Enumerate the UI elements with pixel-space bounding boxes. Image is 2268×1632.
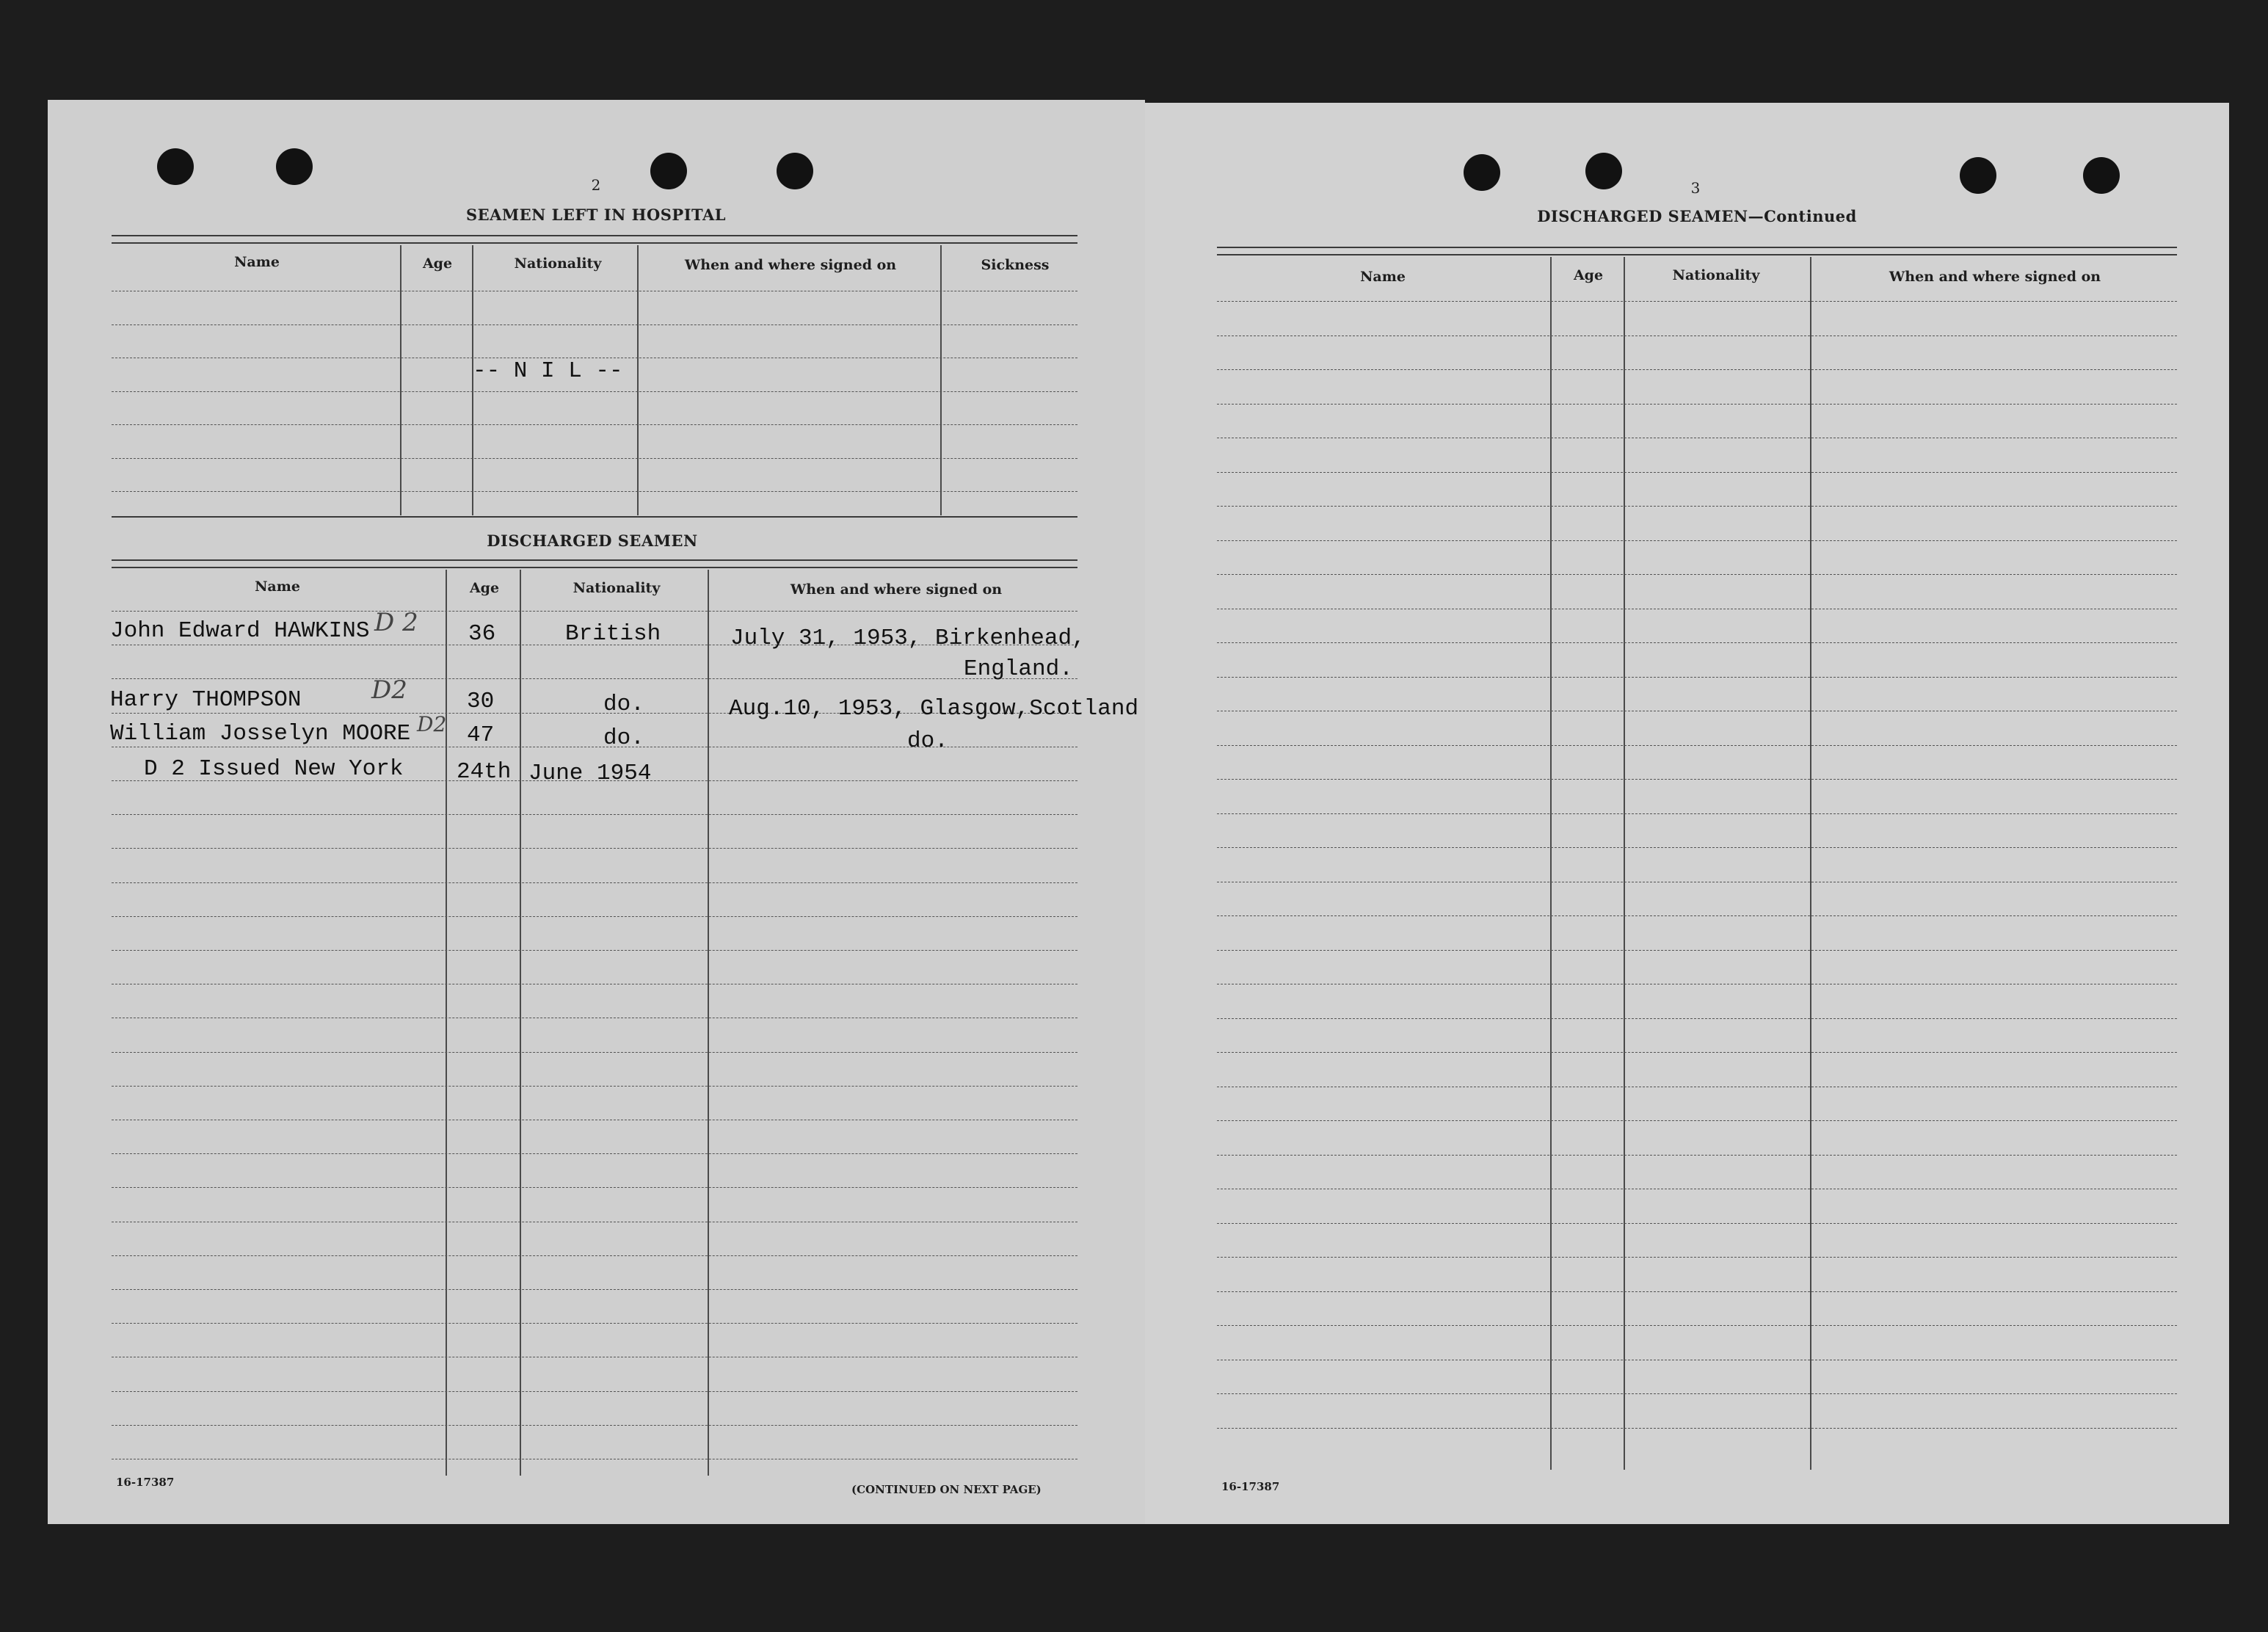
seaman-signed-on: July 31, 1953, Birkenhead, bbox=[730, 625, 1086, 651]
table-top-rule bbox=[112, 235, 1077, 236]
form-number: 16-17387 bbox=[1221, 1480, 1280, 1493]
nil-entry: -- N I L -- bbox=[473, 358, 623, 384]
column-header-name: Name bbox=[234, 254, 280, 270]
hospital-section-title: SEAMEN LEFT IN HOSPITAL bbox=[465, 206, 727, 224]
ruled-line bbox=[1217, 1155, 2177, 1156]
ruled-line bbox=[112, 1153, 1077, 1154]
ruled-line bbox=[112, 1425, 1077, 1426]
ruled-line bbox=[112, 1086, 1077, 1087]
table-top-rule bbox=[112, 242, 1077, 244]
seaman-nationality: British bbox=[565, 621, 661, 647]
column-header-age: Age bbox=[469, 580, 500, 596]
seaman-signed-on-line2: England. bbox=[964, 656, 1073, 682]
punch-hole bbox=[650, 153, 687, 189]
ruled-line bbox=[1217, 847, 2177, 848]
column-divider bbox=[520, 570, 521, 1476]
column-header-name: Name bbox=[1360, 269, 1406, 285]
issuance-note: D 2 Issued New York bbox=[144, 756, 404, 782]
ruled-line bbox=[1217, 915, 2177, 916]
seaman-age: 47 bbox=[467, 722, 495, 748]
ruled-line bbox=[112, 1323, 1077, 1324]
column-divider bbox=[708, 570, 709, 1476]
ruled-line bbox=[112, 916, 1077, 917]
discharged-continued-title: DISCHARGED SEAMEN—Continued bbox=[1537, 207, 1857, 225]
ruled-line bbox=[1217, 1428, 2177, 1429]
discharged-section-title: DISCHARGED SEAMEN bbox=[487, 532, 698, 550]
punch-hole bbox=[2083, 157, 2120, 194]
ruled-line bbox=[112, 611, 1077, 612]
column-header-nationality: Nationality bbox=[1672, 267, 1760, 283]
ruled-line bbox=[1217, 1052, 2177, 1053]
ruled-line bbox=[1217, 1393, 2177, 1394]
ruled-line bbox=[1217, 950, 2177, 951]
page-number: 2 bbox=[591, 176, 601, 194]
ruled-line bbox=[112, 1255, 1077, 1256]
ruled-line bbox=[1217, 813, 2177, 814]
ruled-line bbox=[1217, 677, 2177, 678]
punch-hole bbox=[1585, 153, 1622, 189]
ruled-line bbox=[1217, 1291, 2177, 1292]
ruled-line bbox=[1217, 472, 2177, 473]
seaman-age: 30 bbox=[467, 689, 495, 714]
ruled-line bbox=[1217, 1120, 2177, 1121]
ruled-line bbox=[1217, 1325, 2177, 1326]
punch-hole bbox=[1960, 157, 1996, 194]
ruled-line bbox=[1217, 1018, 2177, 1019]
ruled-line bbox=[112, 1391, 1077, 1392]
column-header-nationality: Nationality bbox=[514, 255, 602, 272]
ruled-line bbox=[112, 324, 1077, 325]
table-top-rule bbox=[112, 567, 1077, 568]
ruled-line bbox=[1217, 301, 2177, 302]
ruled-line bbox=[112, 1289, 1077, 1290]
left-page bbox=[48, 100, 1145, 1524]
column-header-signed-on: When and where signed on bbox=[1889, 269, 2101, 285]
ruled-line bbox=[1217, 574, 2177, 575]
column-divider bbox=[446, 570, 447, 1476]
ruled-line bbox=[1217, 506, 2177, 507]
ruled-line bbox=[112, 814, 1077, 815]
table-bottom-rule bbox=[112, 516, 1077, 518]
ruled-line bbox=[112, 848, 1077, 849]
column-header-age: Age bbox=[1573, 267, 1604, 283]
column-header-nationality: Nationality bbox=[573, 580, 661, 596]
punch-hole bbox=[276, 148, 313, 185]
column-divider bbox=[637, 245, 639, 515]
ruled-line bbox=[1217, 404, 2177, 405]
seaman-signed-on: do. bbox=[907, 728, 948, 754]
seaman-name: Harry THOMPSON bbox=[110, 687, 302, 713]
ruled-line bbox=[1217, 540, 2177, 541]
ruled-line bbox=[1217, 779, 2177, 780]
seaman-nationality: do. bbox=[603, 725, 644, 751]
table-top-rule bbox=[1217, 254, 2177, 255]
table-top-rule bbox=[112, 559, 1077, 561]
punch-hole bbox=[777, 153, 813, 189]
punch-hole bbox=[157, 148, 194, 185]
column-header-name: Name bbox=[255, 579, 300, 595]
ruled-line bbox=[1217, 1223, 2177, 1224]
column-divider bbox=[1810, 257, 1811, 1470]
column-header-sickness: Sickness bbox=[981, 257, 1050, 273]
form-number: 16-17387 bbox=[116, 1476, 175, 1489]
punch-hole bbox=[1464, 154, 1500, 191]
column-header-age: Age bbox=[422, 255, 453, 272]
seaman-signed-on: Aug.10, 1953, Glasgow,Scotland bbox=[729, 696, 1139, 722]
ruled-line bbox=[1217, 369, 2177, 370]
seaman-age: 36 bbox=[468, 621, 496, 647]
seaman-name: John Edward HAWKINS bbox=[110, 618, 370, 644]
ruled-line bbox=[112, 882, 1077, 883]
issuance-date: June 1954 bbox=[528, 761, 652, 786]
ruled-line bbox=[112, 424, 1077, 425]
ruled-line bbox=[112, 1052, 1077, 1053]
handwritten-mark: D2 bbox=[371, 675, 407, 705]
column-divider bbox=[400, 245, 401, 515]
ruled-line bbox=[1217, 642, 2177, 643]
column-divider bbox=[1550, 257, 1552, 1470]
ruled-line bbox=[112, 1187, 1077, 1188]
column-header-signed-on: When and where signed on bbox=[790, 581, 1003, 598]
handwritten-mark: D 2 bbox=[374, 608, 418, 637]
seaman-nationality: do. bbox=[603, 692, 644, 717]
handwritten-mark: D2 bbox=[417, 712, 447, 736]
page-number: 3 bbox=[1690, 179, 1701, 197]
column-header-signed-on: When and where signed on bbox=[684, 257, 897, 273]
seaman-name: William Josselyn MOORE bbox=[110, 721, 411, 747]
ruled-line bbox=[1217, 745, 2177, 746]
table-top-rule bbox=[1217, 247, 2177, 248]
ruled-line bbox=[112, 458, 1077, 459]
ruled-line bbox=[112, 950, 1077, 951]
issuance-day: 24th bbox=[457, 759, 512, 785]
continued-note: (CONTINUED ON NEXT PAGE) bbox=[851, 1483, 1042, 1496]
ruled-line bbox=[112, 491, 1077, 492]
ruled-line bbox=[112, 678, 1077, 679]
column-divider bbox=[1624, 257, 1625, 1470]
ruled-line bbox=[1217, 1257, 2177, 1258]
ruled-line bbox=[112, 391, 1077, 392]
column-divider bbox=[940, 245, 942, 515]
